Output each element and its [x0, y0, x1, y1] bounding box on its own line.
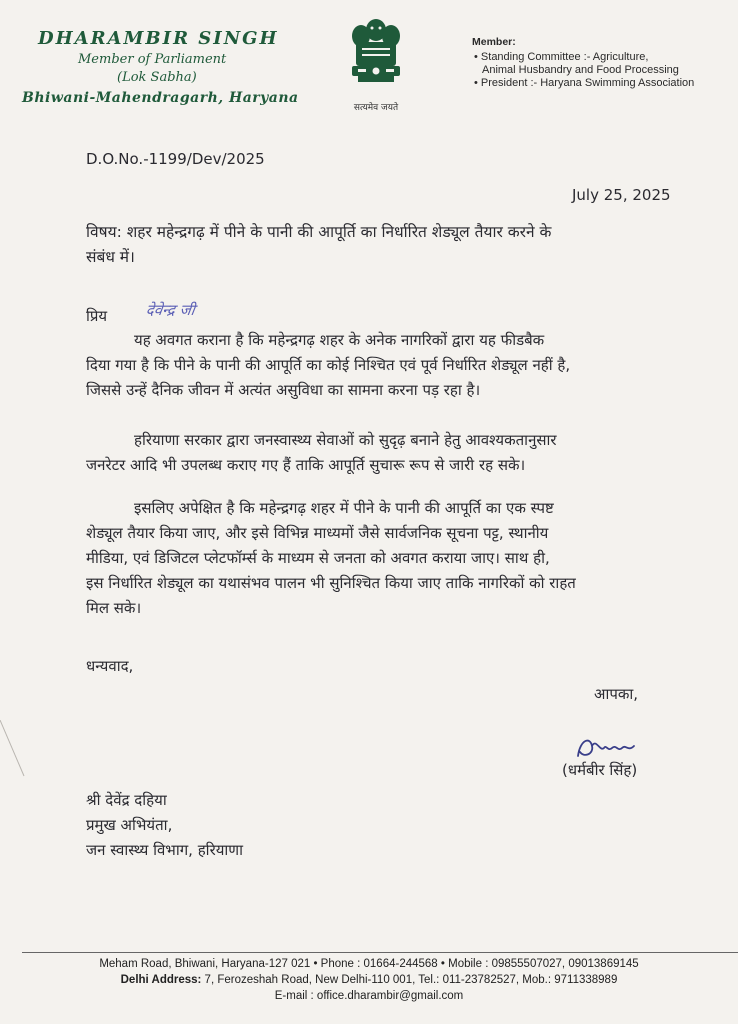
member-item: Animal Husbandry and Food Processing [482, 64, 679, 76]
reference-number: D.O.No.-1199/Dev/2025 [86, 150, 265, 168]
para3-line: इसलिए अपेक्षित है कि महेन्द्रगढ़ शहर में पीने के पानी की आपूर्ति का एक स्पष्ट [134, 499, 554, 517]
para2-line: जनरेटर आदि भी उपलब्ध कराए गए हैं ताकि आपूर्ति सुचारू रूप से जारी रह सके। [86, 456, 526, 474]
addressee-line: प्रमुख अभियंता, [86, 816, 173, 834]
para1-line: यह अवगत कराना है कि महेन्द्रगढ़ शहर के अनेक नागरिकों द्वारा यह फीडबैक [134, 331, 545, 349]
letterhead-house: (Lok Sabha) [117, 70, 197, 85]
para1-line: दिया गया है कि पीने के पानी की आपूर्ति का कोई निश्चित एवं पूर्व निर्धारित शेड्यूल नहीं है, [86, 356, 571, 374]
para3-line: शेड्यूल तैयार किया जाए, और इसे विभिन्न माध्यमों जैसे सार्वजनिक सूचना पट्ट, स्थानीय [86, 524, 549, 542]
member-title: Member: [472, 36, 516, 48]
closing: आपका, [594, 685, 639, 703]
subject-line: संबंध में। [86, 248, 135, 266]
member-info [472, 36, 734, 90]
subject [86, 220, 686, 270]
salutation-handwritten: देवेन्द्र जी [144, 301, 196, 319]
letterhead-name: DHARAMBIR SINGH [38, 28, 279, 49]
footer-delhi-address [0, 974, 738, 986]
para2-line: हरियाणा सरकार द्वारा जनस्वास्थ्य सेवाओं को सुदृढ़ बनाने हेतु आवश्यकतानुसार [134, 431, 557, 449]
para3-line: इस निर्धारित शेड्यूल का यथासंभव पालन भी सुनिश्चित किया जाए ताकि नागरिकों को राहत [86, 574, 576, 592]
letter-date: July 25, 2025 [572, 186, 671, 204]
salutation: प्रिय [86, 307, 108, 325]
national-emblem-icon [344, 14, 408, 94]
footer-address-line: Meham Road, Bhiwani, Haryana-127 021 • Phone : 01664-244568 • Mobile : 09855507027, 09013869145 [99, 958, 639, 970]
addressee-line: जन स्वास्थ्य विभाग, हरियाणा [86, 841, 244, 859]
addressee-line: श्री देवेंद्र दहिया [86, 791, 167, 809]
member-item: • Standing Committee :- Agriculture, [472, 51, 734, 64]
footer-rule [22, 952, 738, 953]
subject-line: विषय: शहर महेन्द्रगढ़ में पीने के पानी की आपूर्ति का निर्धारित शेड्यूल तैयार करने के [86, 223, 552, 241]
footer-delhi-label: Delhi Address: [120, 974, 202, 986]
member-item: • President :- Haryana Swimming Association [472, 77, 734, 90]
footer-email: E-mail : office.dharambir@gmail.com [274, 990, 464, 1002]
footer-delhi-text: 7, Ferozeshah Road, New Delhi-110 001, Tel.: 011-23782527, Mob.: 9711338989 [201, 974, 618, 986]
para3-line: मीडिया, एवं डिजिटल प्लेटफॉर्म्स के माध्यम से जनता को अवगत कराया जाए। साथ ही, [86, 549, 550, 567]
signatory-name: (धर्मबीर सिंह) [562, 761, 638, 779]
emblem-motto: सत्यमेव जयते [353, 103, 399, 113]
letterhead-designation: Member of Parliament [78, 52, 227, 67]
para3-line: मिल सके। [86, 599, 142, 617]
fold-mark [0, 720, 30, 780]
signature-icon [572, 730, 652, 764]
thanks: धन्यवाद, [86, 657, 134, 675]
letterhead-constituency: Bhiwani-Mahendragarh, Haryana [22, 90, 299, 106]
para1-line: जिससे उन्हें दैनिक जीवन में अत्यंत असुविधा का सामना करना पड़ रहा है। [86, 381, 481, 399]
